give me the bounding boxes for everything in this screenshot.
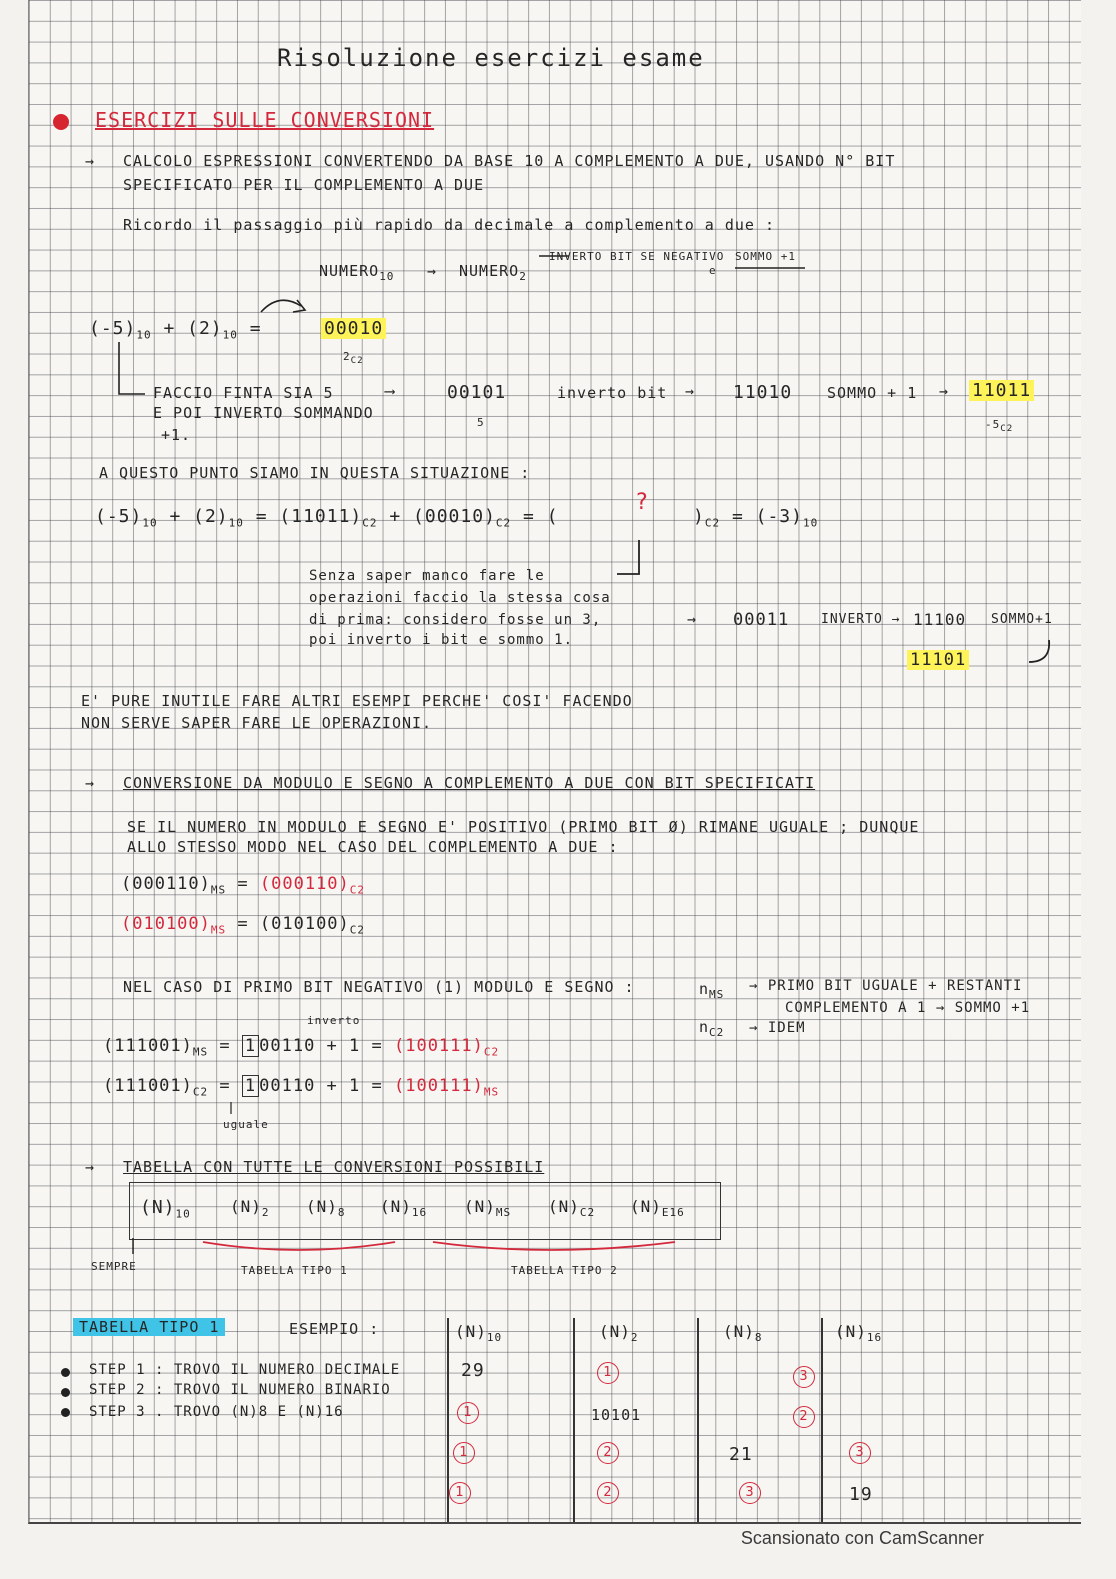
formula-note1: INVERTO BIT SE NEGATIVO — [549, 250, 725, 263]
neg-rule3: → IDEM — [749, 1020, 806, 1036]
note-line4: poi inverto i bit e sommo 1. — [309, 632, 574, 648]
header-n2: $(N)_2$ — [230, 1197, 270, 1220]
arrow-2: → — [685, 382, 696, 400]
cell-r2-n10: 1 — [457, 1402, 479, 1424]
col-n2: $(N)_2$ — [599, 1322, 639, 1345]
tipo1-label: TABELLA TIPO 1 — [241, 1264, 348, 1277]
result-00010-sub: $2_{C2}$ — [343, 350, 364, 367]
brace-tipo2 — [433, 1242, 675, 1250]
cell-r2-n2: 10101 — [591, 1406, 642, 1424]
tipo1-highlight: TABELLA TIPO 1 — [73, 1318, 225, 1336]
bin-11010: 11010 — [733, 382, 793, 403]
step-1: STEP 1 : TROVO IL NUMERO DECIMALE — [89, 1362, 401, 1378]
page-title: Risoluzione esercizi esame — [277, 44, 705, 72]
expression-1: $(-5)_{10} + (2)_{10}$ = — [89, 318, 262, 342]
inverto-label: inverto — [307, 1014, 361, 1027]
bin-00101: 00101 — [447, 382, 507, 403]
recall-text: Ricordo il passaggio più rapido da decimale a complemento a due : — [123, 216, 775, 234]
formula-arrow: → — [427, 262, 438, 280]
header-n10: $(N)_{10}$ — [140, 1197, 191, 1221]
cell-r3-n16: 3 — [849, 1442, 871, 1464]
fake5-line1: FACCIO FINTA SIA 5 — [153, 384, 334, 402]
header-ne16: $(N)_{E16}$ — [630, 1197, 685, 1220]
brace-tipo1 — [203, 1242, 395, 1250]
note-arrow — [617, 540, 639, 574]
cell-r3-n2: 2 — [597, 1442, 619, 1464]
calc-2: $(111001)_{C2} = 1$ $00110 + 1 = (100111)_{MS}$ — [103, 1076, 500, 1099]
useless-line2: NON SERVE SAPER FARE LE OPERAZIONI. — [81, 714, 433, 732]
formula-arrows — [539, 256, 805, 268]
arrow-bullet-3: → — [85, 1158, 96, 1176]
exercise2-title: CONVERSIONE DA MODULO E SEGNO A COMPLEMENTO A DUE CON BIT SPECIFICATI — [123, 774, 816, 792]
formula-left: $NUMERO_{10}$ — [319, 262, 395, 283]
bin-00101-sub: 5 — [477, 416, 485, 429]
exercise1-line1: CALCOLO ESPRESSIONI CONVERTENDO DA BASE 10 A COMPLEMENTO A DUE, USANDO N° BIT — [123, 152, 896, 170]
arrow-1: ⟶ — [385, 382, 396, 400]
section-title: ESERCIZI SULLE CONVERSIONI — [95, 108, 435, 132]
equation-2: $(-5)_{10} + (2)_{10} = (11011)_{C2} + (00010)_{C2}$ = ( — [95, 506, 559, 530]
hook-arrow — [1029, 640, 1049, 662]
sommo-1: SOMMO + 1 — [827, 384, 918, 402]
formula-right: $NUMERO_2$ — [459, 262, 527, 283]
positive-line1: SE IL NUMERO IN MODULO E SEGNO E' POSITIVO (PRIMO BIT Ø) RIMANE UGUALE ; DUNQUE — [127, 818, 920, 836]
ms-example-2: $(010100)_{MS} = (010100)_{C2}$ — [121, 914, 366, 937]
cell-r1-n16: 3 — [793, 1366, 815, 1388]
bin-11011: 11011 — [969, 380, 1034, 401]
arc-arrow — [261, 300, 301, 312]
cell-r3-n8: 21 — [729, 1444, 753, 1465]
neg-rule2: COMPLEMENTO A 1 → SOMMO +1 — [785, 1000, 1031, 1016]
arrow-4: → — [687, 610, 698, 628]
equation-2-right: )$_{C2} = (-3)_{10}$ — [693, 506, 819, 530]
tipo2-label: TABELLA TIPO 2 — [511, 1264, 618, 1277]
header-n8: $(N)_8$ — [306, 1197, 346, 1220]
bin-11011-sub: $-5_{C2}$ — [985, 418, 1014, 435]
step-2: STEP 2 : TROVO IL NUMERO BINARIO — [89, 1382, 391, 1398]
cell-r1-n10: 29 — [461, 1360, 485, 1381]
cell-r4-n2: 2 — [597, 1482, 619, 1504]
table-section-title: TABELLA CON TUTTE LE CONVERSIONI POSSIBILI — [123, 1158, 545, 1176]
note-line3: di prima: considero fosse un 3, — [309, 612, 602, 628]
sempre-label: SEMPRE — [91, 1260, 137, 1273]
bin-00011: 00011 — [733, 610, 790, 630]
negative-line: NEL CASO DI PRIMO BIT NEGATIVO (1) MODULO E SEGNO : — [123, 978, 635, 996]
inverto-2: INVERTO → — [821, 612, 901, 627]
arrow-bullet-2: → — [85, 774, 96, 792]
fake5-line3: +1. — [161, 426, 192, 444]
calc-1: $(111001)_{MS} = 1$ $00110 + 1 = (100111)_{C2}$ — [103, 1036, 500, 1059]
cell-r3-n10: 1 — [453, 1442, 475, 1464]
col-n16: $(N)_{16}$ — [835, 1322, 883, 1345]
notebook-page — [28, 0, 1081, 1524]
inverto-bit: inverto bit — [557, 384, 668, 402]
useless-line1: E' PURE INUTILE FARE ALTRI ESEMPI PERCHE' COSI' FACENDO — [81, 692, 633, 710]
cell-r4-n10: 1 — [449, 1482, 471, 1504]
n-ms: $n_{MS}$ — [699, 980, 725, 1001]
bin-11101: 11101 — [907, 650, 969, 670]
branch-arrow — [119, 342, 145, 394]
col-n10: $(N)_{10}$ — [455, 1322, 503, 1345]
arc-arrow-head — [293, 300, 305, 312]
step-3: STEP 3 . TROVO (N)8 E (N)16 — [89, 1404, 344, 1420]
col-n8: $(N)_8$ — [723, 1322, 763, 1345]
result-00010: 00010 — [321, 318, 386, 339]
cell-r1-n2: 1 — [597, 1362, 619, 1384]
note-line2: operazioni faccio la stessa cosa — [309, 590, 611, 606]
arrow-bullet: → — [85, 152, 96, 170]
header-n16: $(N)_{16}$ — [380, 1197, 428, 1220]
cell-r2-n16: 2 — [793, 1406, 815, 1428]
pen-strokes — [29, 0, 1081, 1522]
neg-rule1: → PRIMO BIT UGUALE + RESTANTI — [749, 978, 1023, 994]
ms-example-1: $(000110)_{MS} = (000110)_{C2}$ — [121, 874, 366, 897]
fake5-line2: E POI INVERTO SOMMANDO — [153, 404, 374, 422]
arrow-3: → — [939, 382, 950, 400]
camscanner-footer: Scansionato con CamScanner — [740, 1528, 984, 1548]
exercise1-line2: SPECIFICATO PER IL COMPLEMENTO A DUE — [123, 176, 485, 194]
header-nms: $(N)_{MS}$ — [464, 1197, 512, 1220]
header-nc2: $(N)_{C2}$ — [548, 1197, 596, 1220]
situation-text: A QUESTO PUNTO SIAMO IN QUESTA SITUAZIONE : — [99, 464, 531, 482]
positive-line2: ALLO STESSO MODO NEL CASO DEL COMPLEMENTO A DUE : — [127, 838, 619, 856]
cell-r4-n8: 3 — [739, 1482, 761, 1504]
cell-r4-n16: 19 — [849, 1484, 873, 1505]
formula-note-e: e — [709, 264, 717, 277]
bin-11100: 11100 — [913, 610, 967, 629]
uguale-label: uguale — [223, 1118, 269, 1131]
question-mark: ? — [635, 490, 650, 515]
esempio-label: ESEMPIO : — [289, 1320, 380, 1338]
formula-note2: SOMMO +1 — [735, 250, 796, 263]
note-line1: Senza saper manco fare le — [309, 568, 545, 584]
sommo-2: SOMMO+1 — [991, 612, 1053, 627]
n-c2: $n_{C2}$ — [699, 1018, 725, 1039]
